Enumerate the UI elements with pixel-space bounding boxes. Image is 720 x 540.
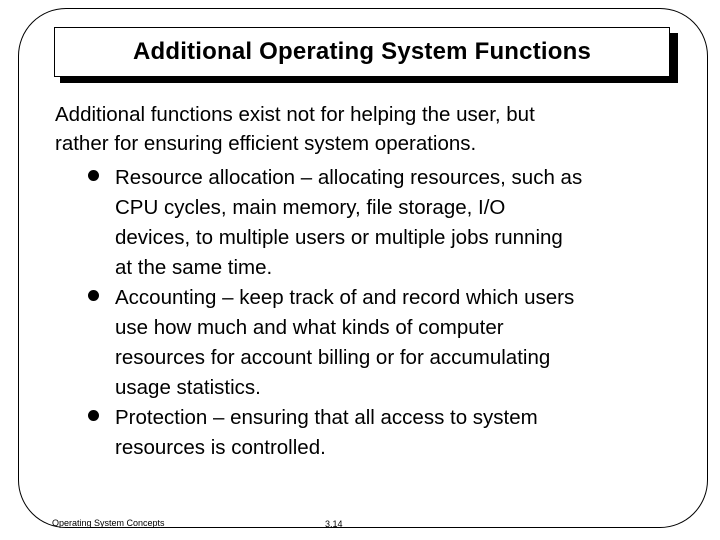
bullet-text: Accounting – keep track of and record which users use how much and what kinds of computer resources for account billing or for accumulating usage statistics. [115,286,575,399]
slide-title: Additional Operating System Functions [132,38,592,65]
bullet-dot-icon [88,410,99,421]
bullet-dot-icon [88,170,99,181]
intro-paragraph: Additional functions exist not for helping the user, but rather for ensuring efficient system operations. [55,103,535,155]
bullet-list [88,163,688,463]
bullet-dot-icon [88,290,99,301]
bullet-text: Protection – ensuring that all access to system resources is controlled. [115,406,538,459]
footer-page-number: 3.14 [325,519,343,529]
footer-course-name: Operating System Concepts [52,518,165,528]
bullet-item-accounting [88,283,688,403]
title-box [54,27,670,77]
bullet-item-resource-allocation [88,163,688,283]
bullet-text: Resource allocation – allocating resources, such as CPU cycles, main memory, file storage, I/O devices, to multiple users or multiple jobs running at the same time. [115,166,583,279]
bullet-item-protection [88,403,688,463]
